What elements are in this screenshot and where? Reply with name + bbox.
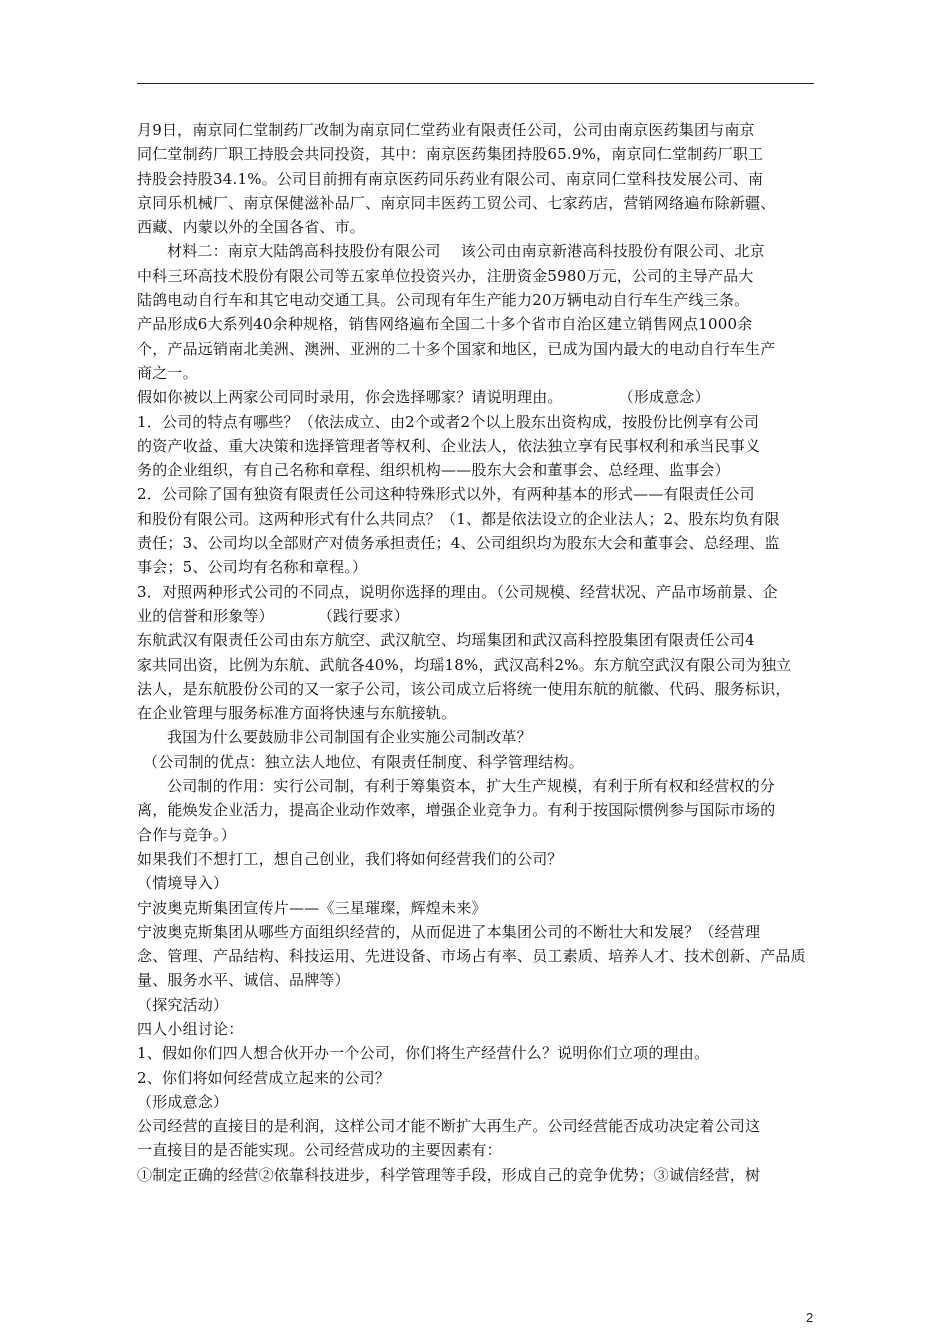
paragraph-line: 在企业管理与服务标准方面将快速与东航接轨。 bbox=[137, 704, 457, 723]
paragraph-line: 合作与竞争。） bbox=[137, 825, 236, 844]
paragraph-line: 家共同出资，比例为东航、武航各40%，均瑶18%，武汉高科2%。东方航空武汉有限公司为独立 bbox=[137, 655, 792, 674]
paragraph-line: 1．公司的特点有哪些？（依法成立、由2个或者2个以上股东出资构成，按股份比例享有公司 bbox=[137, 412, 760, 431]
paragraph-line bbox=[137, 385, 817, 409]
paragraph-line: 西藏、内蒙以外的全国各省、市。 bbox=[137, 218, 366, 237]
paragraph-line: 同仁堂制药厂职工持股会共同投资，其中：南京医药集团持股65.9%，南京同仁堂制药厂职工 bbox=[137, 145, 764, 164]
paragraph-line: 法人，是东航股份公司的又一家子公司，该公司成立后将统一使用东航的航徽、代码、服务标识， bbox=[137, 679, 791, 698]
section-tag: （形成意念） bbox=[618, 388, 710, 407]
paragraph-line: 中科三环高技术股份有限公司等五家单位投资兴办，注册资金5980万元，公司的主导产品大 bbox=[137, 266, 754, 285]
paragraph-line: 我国为什么要鼓励非公司制国有企业实施公司制改革？ bbox=[167, 728, 532, 747]
paragraph-line: 的资产收益、重大决策和选择管理者等权利、企业法人，依法独立享有民事权利和承当民事义 bbox=[137, 436, 761, 455]
paragraph-line: 量、服务水平、诚信、品牌等） bbox=[137, 971, 350, 990]
paragraph-line: 材料二：南京大陆鸽高科技股份有限公司 该公司由南京新港高科技股份有限公司、北京 bbox=[167, 242, 765, 261]
document-body bbox=[137, 118, 817, 1187]
paragraph-line: 商之一。 bbox=[137, 363, 198, 382]
paragraph-line: 1、假如你们四人想合伙开办一个公司，你们将生产经营什么？说明你们立项的理由。 bbox=[137, 1044, 710, 1063]
section-tag: （践行要求） bbox=[317, 606, 410, 625]
paragraph-line: （探究活动） bbox=[137, 995, 229, 1014]
paragraph-line: （公司制的优点：独立法人地位、有限责任制度、科学管理结构。 bbox=[143, 752, 584, 771]
paragraph-line: 产品形成6大系列40余种规格，销售网络遍布全国二十多个省市自治区建立销售网点1000余 bbox=[137, 315, 753, 334]
paragraph-line: 四人小组讨论： bbox=[137, 1019, 244, 1038]
paragraph-line: 持股会持股34.1%。公司目前拥有南京医药同乐药业有限公司、南京同仁堂科技发展公司、南 bbox=[137, 169, 764, 188]
paragraph-line: 事会；5、公司均有名称和章程。） bbox=[137, 558, 368, 577]
paragraph-line: 离，能焕发企业活力，提高企业动作效率，增强企业竞争力。有利于按国际惯例参与国际市场的 bbox=[137, 801, 776, 820]
paragraph-line: 个，产品远销南北美洲、澳洲、亚洲的二十多个国家和地区，已成为国内最大的电动自行车生产 bbox=[137, 339, 776, 358]
paragraph-line: 东航武汉有限责任公司由东方航空、武汉航空、均瑶集团和武汉高科控股集团有限责任公司4 bbox=[137, 631, 755, 650]
question-text: 业的信誉和形象等） bbox=[137, 606, 274, 625]
paragraph-line: 念、管理、产品结构、科技运用、先进设备、市场占有率、员工素质、培养人才、技术创新、产品质 bbox=[137, 947, 806, 966]
paragraph-line: 3．对照两种形式公司的不同点，说明你选择的理由。（公司规模、经营状况、产品市场前景、企 bbox=[137, 582, 778, 601]
paragraph-line: 月9日，南京同仁堂制药厂改制为南京同仁堂药业有限责任公司，公司由南京医药集团与南京 bbox=[137, 121, 755, 139]
paragraph-line: 责任；3、公司均以全部财产对债务承担责任；4、公司组织均为股东大会和董事会、总经理、监 bbox=[137, 534, 780, 553]
paragraph-line: （形成意念） bbox=[137, 1092, 229, 1111]
paragraph-line: 如果我们不想打工，想自己创业，我们将如何经营我们的公司？ bbox=[137, 849, 563, 868]
question-text: 假如你被以上两家公司同时录用，你会选择哪家？请说明理由。 bbox=[137, 388, 563, 407]
page-number: 2 bbox=[806, 1310, 814, 1325]
paragraph-line: 陆鸽电动自行车和其它电动交通工具。公司现有年生产能力20万辆电动自行车生产线三条。 bbox=[137, 291, 750, 310]
paragraph-line: ①制定正确的经营②依靠科技进步，科学管理等手段，形成自己的竞争优势；③诚信经营，树 bbox=[137, 1165, 761, 1184]
paragraph-line: 京同乐机械厂、南京保健滋补品厂、南京同丰医药工贸公司、七家药店，营销网络遍布除新疆、 bbox=[137, 193, 776, 212]
paragraph-line: 一直接目的是否能实现。公司经营成功的主要因素有： bbox=[137, 1141, 502, 1160]
paragraph-line: （情境导入） bbox=[137, 874, 229, 893]
paragraph-line: 公司经营的直接目的是利润，这样公司才能不断扩大再生产。公司经营能否成功决定着公司这 bbox=[137, 1117, 761, 1136]
paragraph-line bbox=[137, 604, 817, 628]
paragraph-line: 务的企业组织，有自己名称和章程、组织机构——股东大会和董事会、总经理、监事会） bbox=[137, 461, 730, 480]
paragraph-line: 2．公司除了国有独资有限责任公司这种特殊形式以外，有两种基本的形式——有限责任公司 bbox=[137, 485, 755, 504]
paragraph-line: 和股份有限公司。这两种形式有什么共同点？（1、都是依法设立的企业法人；2、股东均负有限 bbox=[137, 509, 780, 528]
paragraph-line: 宁波奥克斯集团宣传片——《三星璀璨，辉煌未来》 bbox=[137, 898, 487, 917]
paragraph-line: 2、你们将如何经营成立起来的公司？ bbox=[137, 1068, 390, 1087]
paragraph-line: 公司制的作用：实行公司制，有利于筹集资本，扩大生产规模，有利于所有权和经营权的分 bbox=[167, 777, 776, 796]
header-rule bbox=[137, 83, 814, 84]
paragraph-line: 宁波奥克斯集团从哪些方面组织经营的，从而促进了本集团公司的不断壮大和发展？（经营理 bbox=[137, 922, 761, 941]
